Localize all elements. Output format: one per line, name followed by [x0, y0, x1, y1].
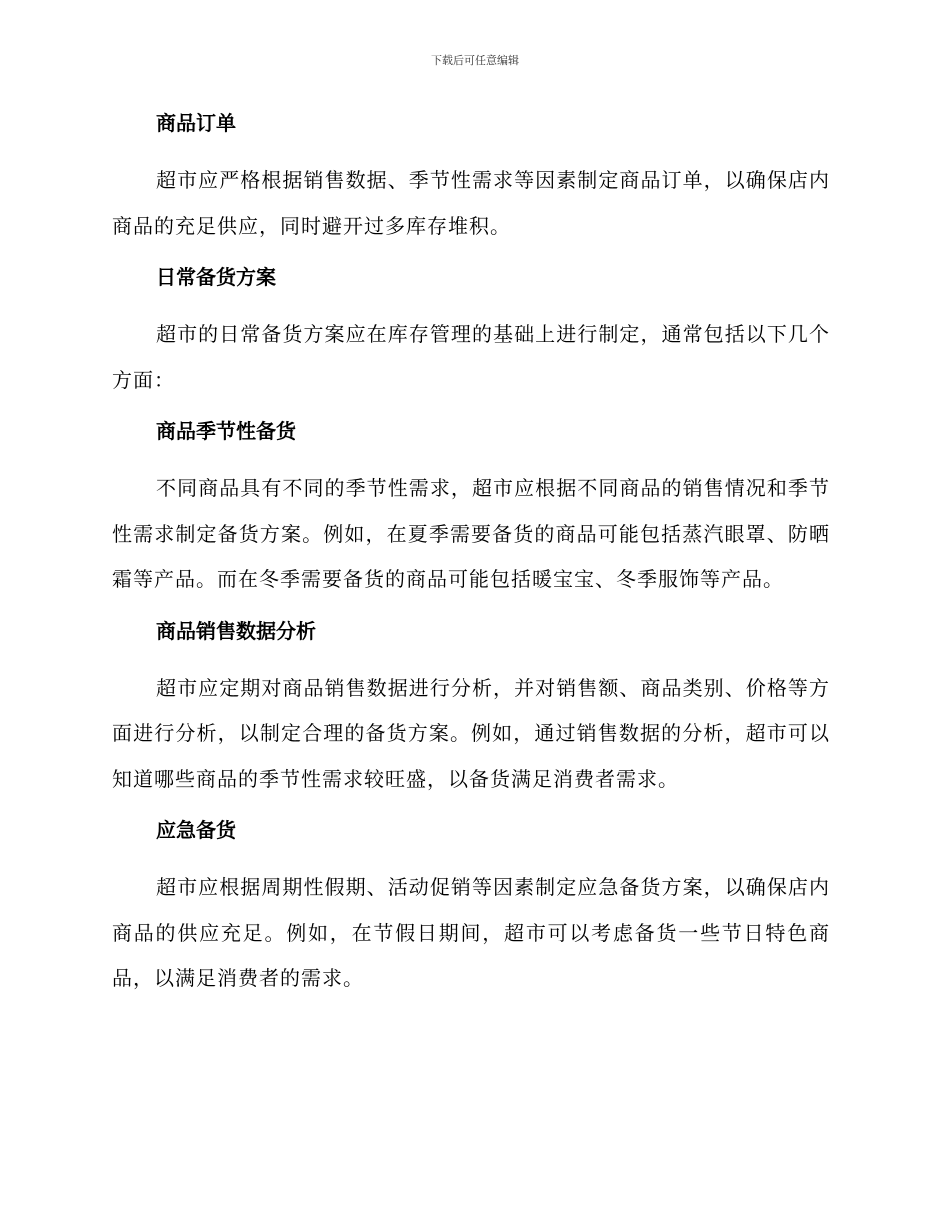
section-heading: 应急备货 [156, 818, 236, 842]
section-paragraph: 不同商品具有不同的季节性需求，超市应根据不同商品的销售情况和季节性需求制定备货方案。例如，在夏季需要备货的商品可能包括蒸汽眼罩、防晒霜等产品。而在冬季需要备货的商品可能包括暖宝宝、冬季服饰等产品。 [112, 476, 830, 591]
section-emergency-stock [112, 817, 830, 1002]
section-heading: 商品订单 [156, 111, 236, 135]
document-body [112, 110, 830, 1002]
section-paragraph: 超市应根据周期性假期、活动促销等因素制定应急备货方案，以确保店内商品的供应充足。例如，在节假日期间，超市可以考虑备货一些节日特色商品，以满足消费者的需求。 [112, 875, 830, 990]
section-heading: 商品季节性备货 [156, 419, 296, 443]
section-paragraph: 超市应定期对商品销售数据进行分析，并对销售额、商品类别、价格等方面进行分析，以制定合理的备货方案。例如，通过销售数据的分析，超市可以知道哪些商品的季节性需求较旺盛，以备货满足消费者需求。 [112, 675, 830, 791]
section-paragraph: 超市的日常备货方案应在库存管理的基础上进行制定，通常包括以下几个方面： [112, 322, 830, 392]
section-sales-analysis [112, 618, 830, 803]
section-seasonal-stock [112, 418, 830, 603]
section-daily-stock-plan [112, 264, 830, 403]
section-paragraph: 超市应严格根据销售数据、季节性需求等因素制定商品订单，以确保店内商品的充足供应，同时避开过多库存堆积。 [112, 168, 830, 238]
page-header: 下载后可任意编辑 [431, 54, 519, 67]
section-heading: 日常备货方案 [156, 265, 276, 289]
section-order [112, 110, 830, 249]
section-heading: 商品销售数据分析 [156, 618, 316, 643]
